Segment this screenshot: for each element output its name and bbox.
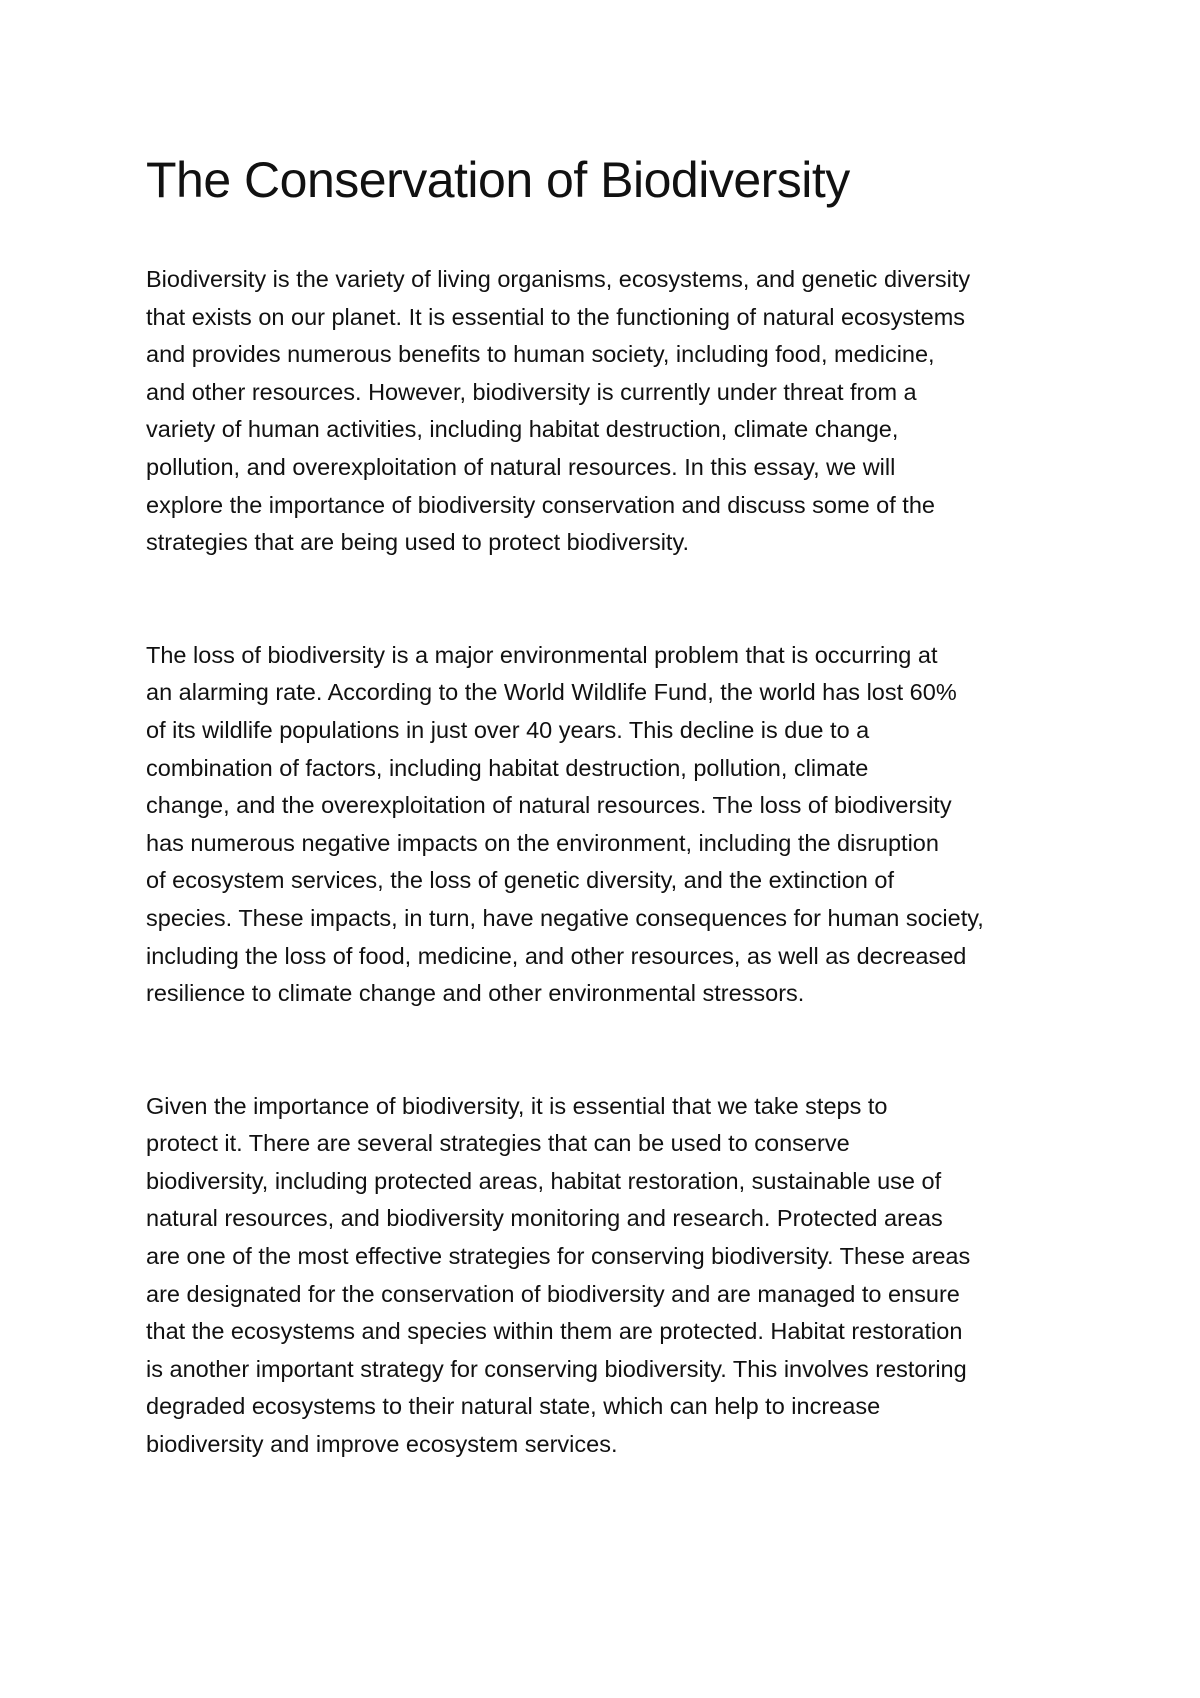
text-line: is another important strategy for conserving biodiversity. This involves restoring xyxy=(146,1355,967,1382)
paragraph-introduction xyxy=(146,261,1071,562)
text-line: natural resources, and biodiversity monitoring and research. Protected areas xyxy=(146,1205,943,1232)
text-line: that the ecosystems and species within them are protected. Habitat restoration xyxy=(146,1318,963,1345)
text-line: and provides numerous benefits to human society, including food, medicine, xyxy=(146,341,935,368)
text-line: has numerous negative impacts on the environment, including the disruption xyxy=(146,829,939,856)
text-line: Given the importance of biodiversity, it is essential that we take steps to xyxy=(146,1092,888,1119)
text-line: and other resources. However, biodiversity is currently under threat from a xyxy=(146,378,917,405)
text-line: that exists on our planet. It is essential to the functioning of natural ecosystems xyxy=(146,303,966,330)
text-line: are one of the most effective strategies for conserving biodiversity. These areas xyxy=(146,1243,971,1270)
text-line: strategies that are being used to protect biodiversity. xyxy=(146,529,689,556)
text-line: including the loss of food, medicine, and other resources, as well as decreased xyxy=(146,942,967,969)
text-line: change, and the overexploitation of natural resources. The loss of biodiversity xyxy=(146,792,952,819)
text-line: resilience to climate change and other environmental stressors. xyxy=(146,980,805,1007)
text-line: variety of human activities, including habitat destruction, climate change, xyxy=(146,416,899,443)
text-line: an alarming rate. According to the World Wildlife Fund, the world has lost 60% xyxy=(146,679,957,706)
text-line: of ecosystem services, the loss of genetic diversity, and the extinction of xyxy=(146,867,895,894)
text-line: explore the importance of biodiversity conservation and discuss some of the xyxy=(146,491,935,518)
text-line: protect it. There are several strategies that can be used to conserve xyxy=(146,1130,850,1157)
paragraph-loss-of-biodiversity xyxy=(146,637,1071,1013)
text-line: Biodiversity is the variety of living organisms, ecosystems, and genetic diversity xyxy=(146,266,971,292)
text-line: pollution, and overexploitation of natural resources. In this essay, we will xyxy=(146,453,896,480)
text-line: species. These impacts, in turn, have negative consequences for human society, xyxy=(146,904,984,931)
document-title: The Conservation of Biodiversity xyxy=(146,152,850,208)
text-line: combination of factors, including habitat destruction, pollution, climate xyxy=(146,754,869,781)
text-line: biodiversity, including protected areas, habitat restoration, sustainable use of xyxy=(146,1167,942,1194)
text-line: The loss of biodiversity is a major environmental problem that is occurring at xyxy=(146,641,938,668)
text-line: degraded ecosystems to their natural state, which can help to increase xyxy=(146,1393,881,1420)
document-body xyxy=(146,148,1071,1464)
text-line: are designated for the conservation of biodiversity and are managed to ensure xyxy=(146,1280,960,1307)
paragraph-conservation-strategies xyxy=(146,1088,1071,1464)
text-line: of its wildlife populations in just over 40 years. This decline is due to a xyxy=(146,716,870,743)
text-line: biodiversity and improve ecosystem services. xyxy=(146,1431,618,1458)
